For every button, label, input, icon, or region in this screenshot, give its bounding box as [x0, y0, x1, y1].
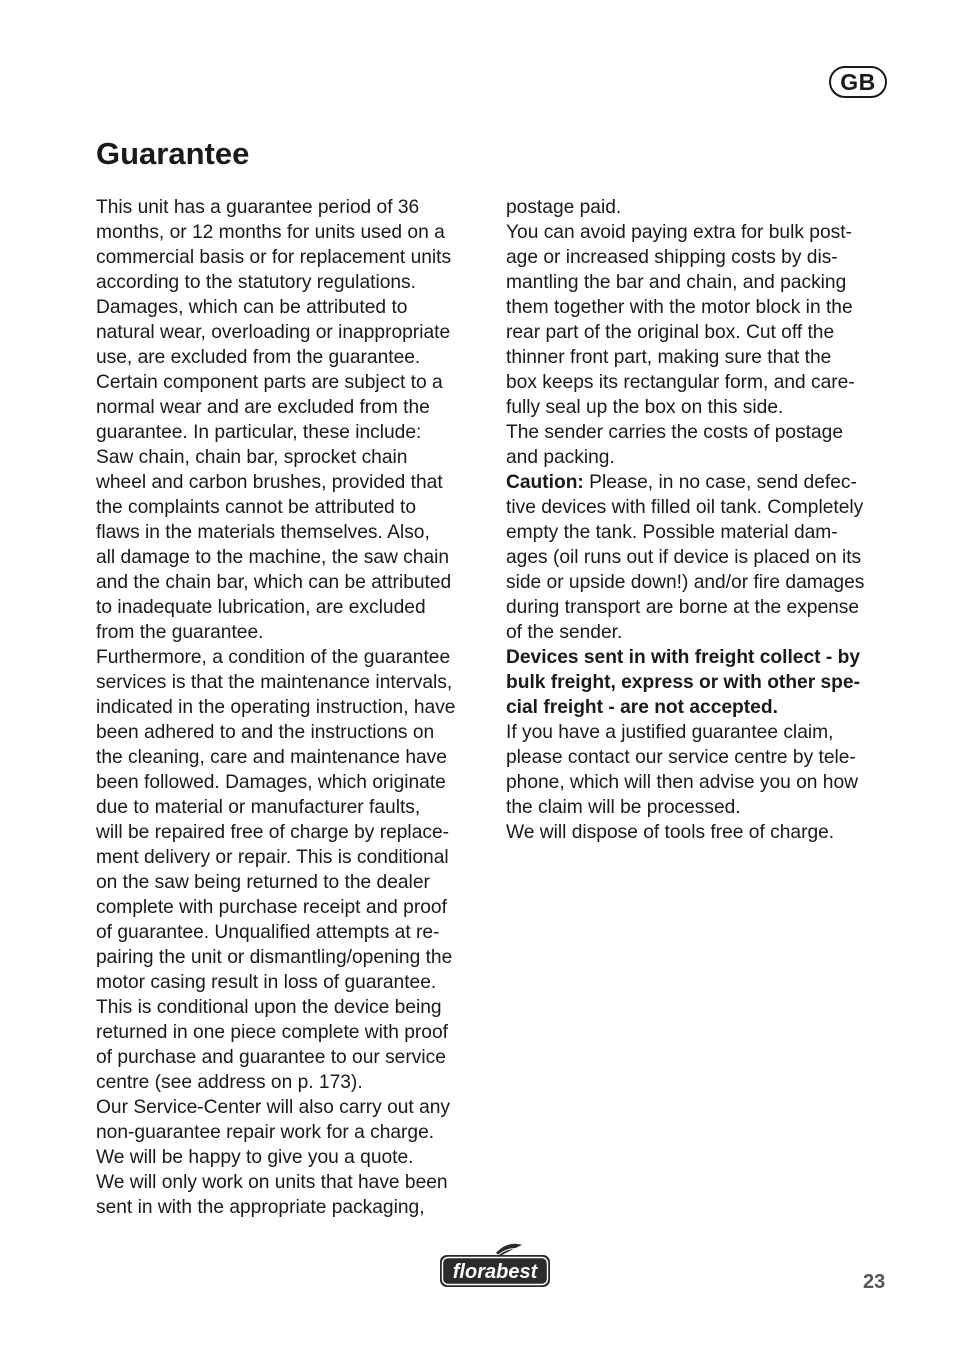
- text-line: non-guarantee repair work for a charge.: [96, 1122, 435, 1143]
- caution-text-line: side or upside down!) and/or fire damages: [506, 572, 865, 593]
- text-line: Certain component parts are subject to a: [96, 372, 443, 393]
- text-line: returned in one piece complete with proof: [96, 1022, 448, 1043]
- text-line: centre (see address on p. 173).: [96, 1072, 363, 1093]
- text-line: and the chain bar, which can be attributed: [96, 572, 452, 593]
- page-number: 23: [863, 1271, 886, 1293]
- text-line: wheel and carbon brushes, provided that: [96, 472, 443, 493]
- text-line: guarantee. In particular, these include:: [96, 422, 422, 443]
- bold-notice-line: bulk freight, express or with other spe-: [506, 672, 860, 693]
- text-line: The sender carries the costs of postage: [506, 422, 844, 443]
- text-line: services is that the maintenance intervals,: [96, 672, 453, 693]
- text-line: to inadequate lubrication, are excluded: [96, 597, 426, 618]
- language-badge: GB: [829, 66, 887, 98]
- text-line: fully seal up the box on this side.: [506, 397, 784, 418]
- text-line: and packing.: [506, 447, 615, 468]
- text-line: Damages, which can be attributed to: [96, 297, 408, 318]
- text-line: due to material or manufacturer faults,: [96, 797, 421, 818]
- text-line: months, or 12 months for units used on a: [96, 222, 445, 243]
- text-line: motor casing result in loss of guarantee.: [96, 972, 437, 993]
- logo-text: florabest: [452, 1261, 538, 1283]
- caution-label: Caution:: [506, 472, 584, 493]
- text-line: rear part of the original box. Cut off the: [506, 322, 835, 343]
- text-line: This is conditional upon the device being: [96, 997, 442, 1018]
- bold-notice-line: Devices sent in with freight collect - by: [506, 647, 860, 668]
- text-line: Furthermore, a condition of the guarantee: [96, 647, 451, 668]
- page-title: Guarantee: [96, 136, 250, 171]
- text-line: normal wear and are excluded from the: [96, 397, 430, 418]
- text-line: the complaints cannot be attributed to: [96, 497, 416, 518]
- text-line: all damage to the machine, the saw chain: [96, 547, 450, 568]
- text-line: natural wear, overloading or inappropriate: [96, 322, 451, 343]
- text-line: indicated in the operating instruction, have: [96, 697, 456, 718]
- text-line: been adhered to and the instructions on: [96, 722, 435, 743]
- text-line: of purchase and guarantee to our service: [96, 1047, 446, 1068]
- text-line: We will dispose of tools free of charge.: [506, 822, 835, 843]
- text-line: You can avoid paying extra for bulk post-: [506, 222, 852, 243]
- text-line: from the guarantee.: [96, 622, 264, 643]
- text-line: Saw chain, chain bar, sprocket chain: [96, 447, 408, 468]
- text-line: the claim will be processed.: [506, 797, 741, 818]
- caution-text-line: during transport are borne at the expense: [506, 597, 860, 618]
- florabest-logo: [438, 1243, 552, 1289]
- text-line: the cleaning, care and maintenance have: [96, 747, 447, 768]
- text-line: please contact our service centre by tele-: [506, 747, 856, 768]
- caution-text-line: ages (oil runs out if device is placed on its: [506, 547, 862, 568]
- text-line: If you have a justified guarantee claim,: [506, 722, 834, 743]
- text-line: them together with the motor block in the: [506, 297, 853, 318]
- caution-text-line: tive devices with filled oil tank. Completely: [506, 497, 864, 518]
- text-line: commercial basis or for replacement units: [96, 247, 452, 268]
- text-line: pairing the unit or dismantling/opening the: [96, 947, 453, 968]
- caution-text: Please, in no case, send defec-: [583, 472, 857, 493]
- bold-notice-line: cial freight - are not accepted.: [506, 697, 778, 718]
- text-line: This unit has a guarantee period of 36: [96, 197, 420, 218]
- text-line: flaws in the materials themselves. Also,: [96, 522, 430, 543]
- text-line: use, are excluded from the guarantee.: [96, 347, 421, 368]
- caution-text-line: of the sender.: [506, 622, 623, 643]
- text-line: been followed. Damages, which originate: [96, 772, 446, 793]
- right-column: [506, 195, 898, 845]
- text-line: on the saw being returned to the dealer: [96, 872, 430, 893]
- caution-line: [506, 470, 898, 495]
- text-line: according to the statutory regulations.: [96, 272, 416, 293]
- text-line: thinner front part, making sure that the: [506, 347, 832, 368]
- text-line: box keeps its rectangular form, and care-: [506, 372, 855, 393]
- left-column: [96, 195, 488, 1220]
- text-line: postage paid.: [506, 197, 622, 218]
- text-line: We will be happy to give you a quote.: [96, 1147, 414, 1168]
- text-line: Our Service-Center will also carry out any: [96, 1097, 451, 1118]
- text-line: mantling the bar and chain, and packing: [506, 272, 847, 293]
- text-line: of guarantee. Unqualified attempts at re-: [96, 922, 440, 943]
- text-line: will be repaired free of charge by replace-: [96, 822, 450, 843]
- text-line: We will only work on units that have been: [96, 1172, 448, 1193]
- text-line: sent in with the appropriate packaging,: [96, 1197, 425, 1218]
- text-line: complete with purchase receipt and proof: [96, 897, 447, 918]
- text-line: age or increased shipping costs by dis-: [506, 247, 838, 268]
- caution-text-line: empty the tank. Possible material dam-: [506, 522, 838, 543]
- text-line: phone, which will then advise you on how: [506, 772, 858, 793]
- text-line: ment delivery or repair. This is conditional: [96, 847, 449, 868]
